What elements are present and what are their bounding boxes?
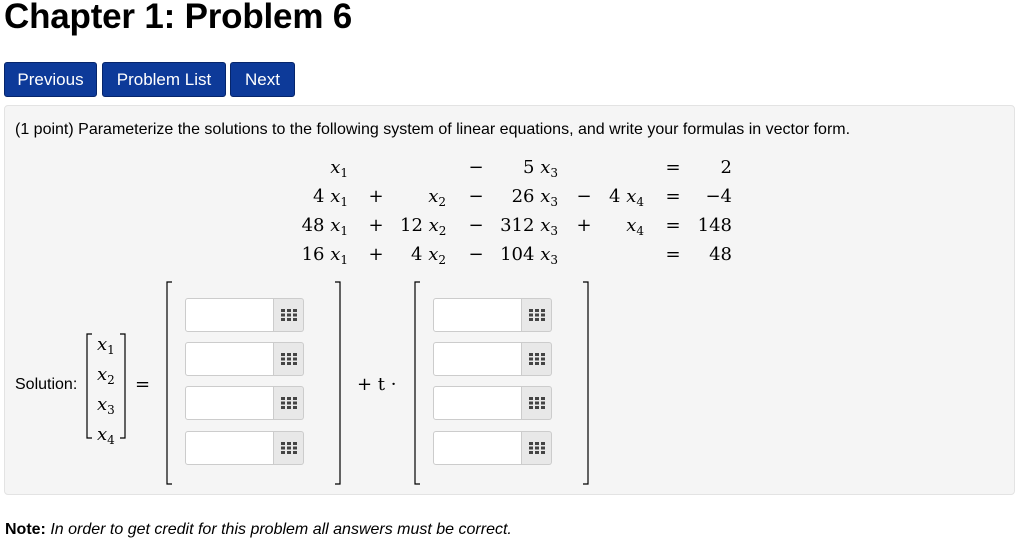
- matrix-grid-button[interactable]: [274, 342, 304, 376]
- operator: +: [368, 215, 384, 236]
- x3-term: 26 $x_3$: [511, 186, 558, 209]
- x3-term: 5 $x_3$: [523, 157, 558, 180]
- credit-note: [5, 521, 512, 539]
- matrix-grid-icon: [281, 442, 297, 454]
- note-label: Note:: [5, 521, 46, 538]
- answer-x4-field[interactable]: [185, 431, 274, 465]
- answer-x1-field[interactable]: [185, 298, 274, 332]
- direction-x2-field[interactable]: [433, 342, 522, 376]
- matrix-grid-button[interactable]: [274, 386, 304, 420]
- x3-term: 104 $x_3$: [500, 244, 558, 267]
- matrix-grid-icon: [281, 397, 297, 409]
- operator: +: [576, 215, 592, 236]
- vector-x1: $x_1$: [97, 334, 115, 357]
- direction-x4-field[interactable]: [433, 431, 522, 465]
- previous-button[interactable]: Previous: [4, 62, 97, 97]
- matrix-grid-button[interactable]: [274, 431, 304, 465]
- x1-term: 16 $x_1$: [301, 244, 348, 267]
- vector-x3: $x_3$: [97, 394, 115, 417]
- x4-term: 4 $x_4$: [609, 186, 644, 209]
- problem-statement: (1 point) Parameterize the solutions to the following system of linear equations, and write your formulas in vector form.: [15, 121, 851, 138]
- vector-x2: $x_2$: [97, 364, 115, 387]
- plus-t-label: + t ·: [357, 374, 397, 395]
- answer-x2-field[interactable]: [185, 342, 274, 376]
- x3-term: 312 $x_3$: [500, 215, 558, 238]
- x1-term: 4 $x_1$: [313, 186, 348, 209]
- matrix-grid-icon: [281, 309, 297, 321]
- operator: −: [576, 186, 592, 207]
- matrix-grid-button[interactable]: [522, 298, 552, 332]
- operator: −: [468, 157, 484, 178]
- direction-x1-field[interactable]: [433, 298, 522, 332]
- rhs-value: −4: [705, 186, 732, 207]
- x1-term: $x_1$: [330, 157, 348, 180]
- x2-term: $x_2$: [428, 186, 446, 209]
- matrix-grid-button[interactable]: [274, 298, 304, 332]
- matrix-grid-icon: [529, 442, 545, 454]
- operator: −: [468, 186, 484, 207]
- solution-label: Solution:: [15, 376, 78, 393]
- equals-sign: =: [665, 244, 681, 265]
- equals-sign: =: [665, 157, 681, 178]
- matrix-grid-icon: [529, 309, 545, 321]
- x2-term: 12 $x_2$: [400, 215, 447, 238]
- x4-term: $x_4$: [626, 215, 644, 238]
- note-text: In order to get credit for this problem all answers must be correct.: [50, 521, 512, 538]
- operator: +: [368, 186, 384, 207]
- equals-sign: =: [665, 215, 681, 236]
- rhs-value: 2: [720, 157, 732, 178]
- operator: +: [368, 244, 384, 265]
- x2-term: 4 $x_2$: [411, 244, 446, 267]
- operator: −: [468, 215, 484, 236]
- matrix-grid-button[interactable]: [522, 386, 552, 420]
- direction-x3-field[interactable]: [433, 386, 522, 420]
- matrix-grid-button[interactable]: [522, 342, 552, 376]
- matrix-grid-icon: [281, 353, 297, 365]
- x1-term: 48 $x_1$: [301, 215, 348, 238]
- rhs-value: 48: [709, 244, 732, 265]
- matrix-grid-icon: [529, 353, 545, 365]
- vector-x4: $x_4$: [97, 424, 115, 447]
- page-title: Chapter 1: Problem 6: [4, 0, 353, 36]
- rhs-value: 148: [697, 215, 732, 236]
- matrix-grid-icon: [529, 397, 545, 409]
- next-button[interactable]: Next: [230, 62, 295, 97]
- matrix-grid-button[interactable]: [522, 431, 552, 465]
- solution-equals: =: [135, 374, 151, 395]
- answer-x3-field[interactable]: [185, 386, 274, 420]
- equals-sign: =: [665, 186, 681, 207]
- problem-list-button[interactable]: Problem List: [102, 62, 226, 97]
- operator: −: [468, 244, 484, 265]
